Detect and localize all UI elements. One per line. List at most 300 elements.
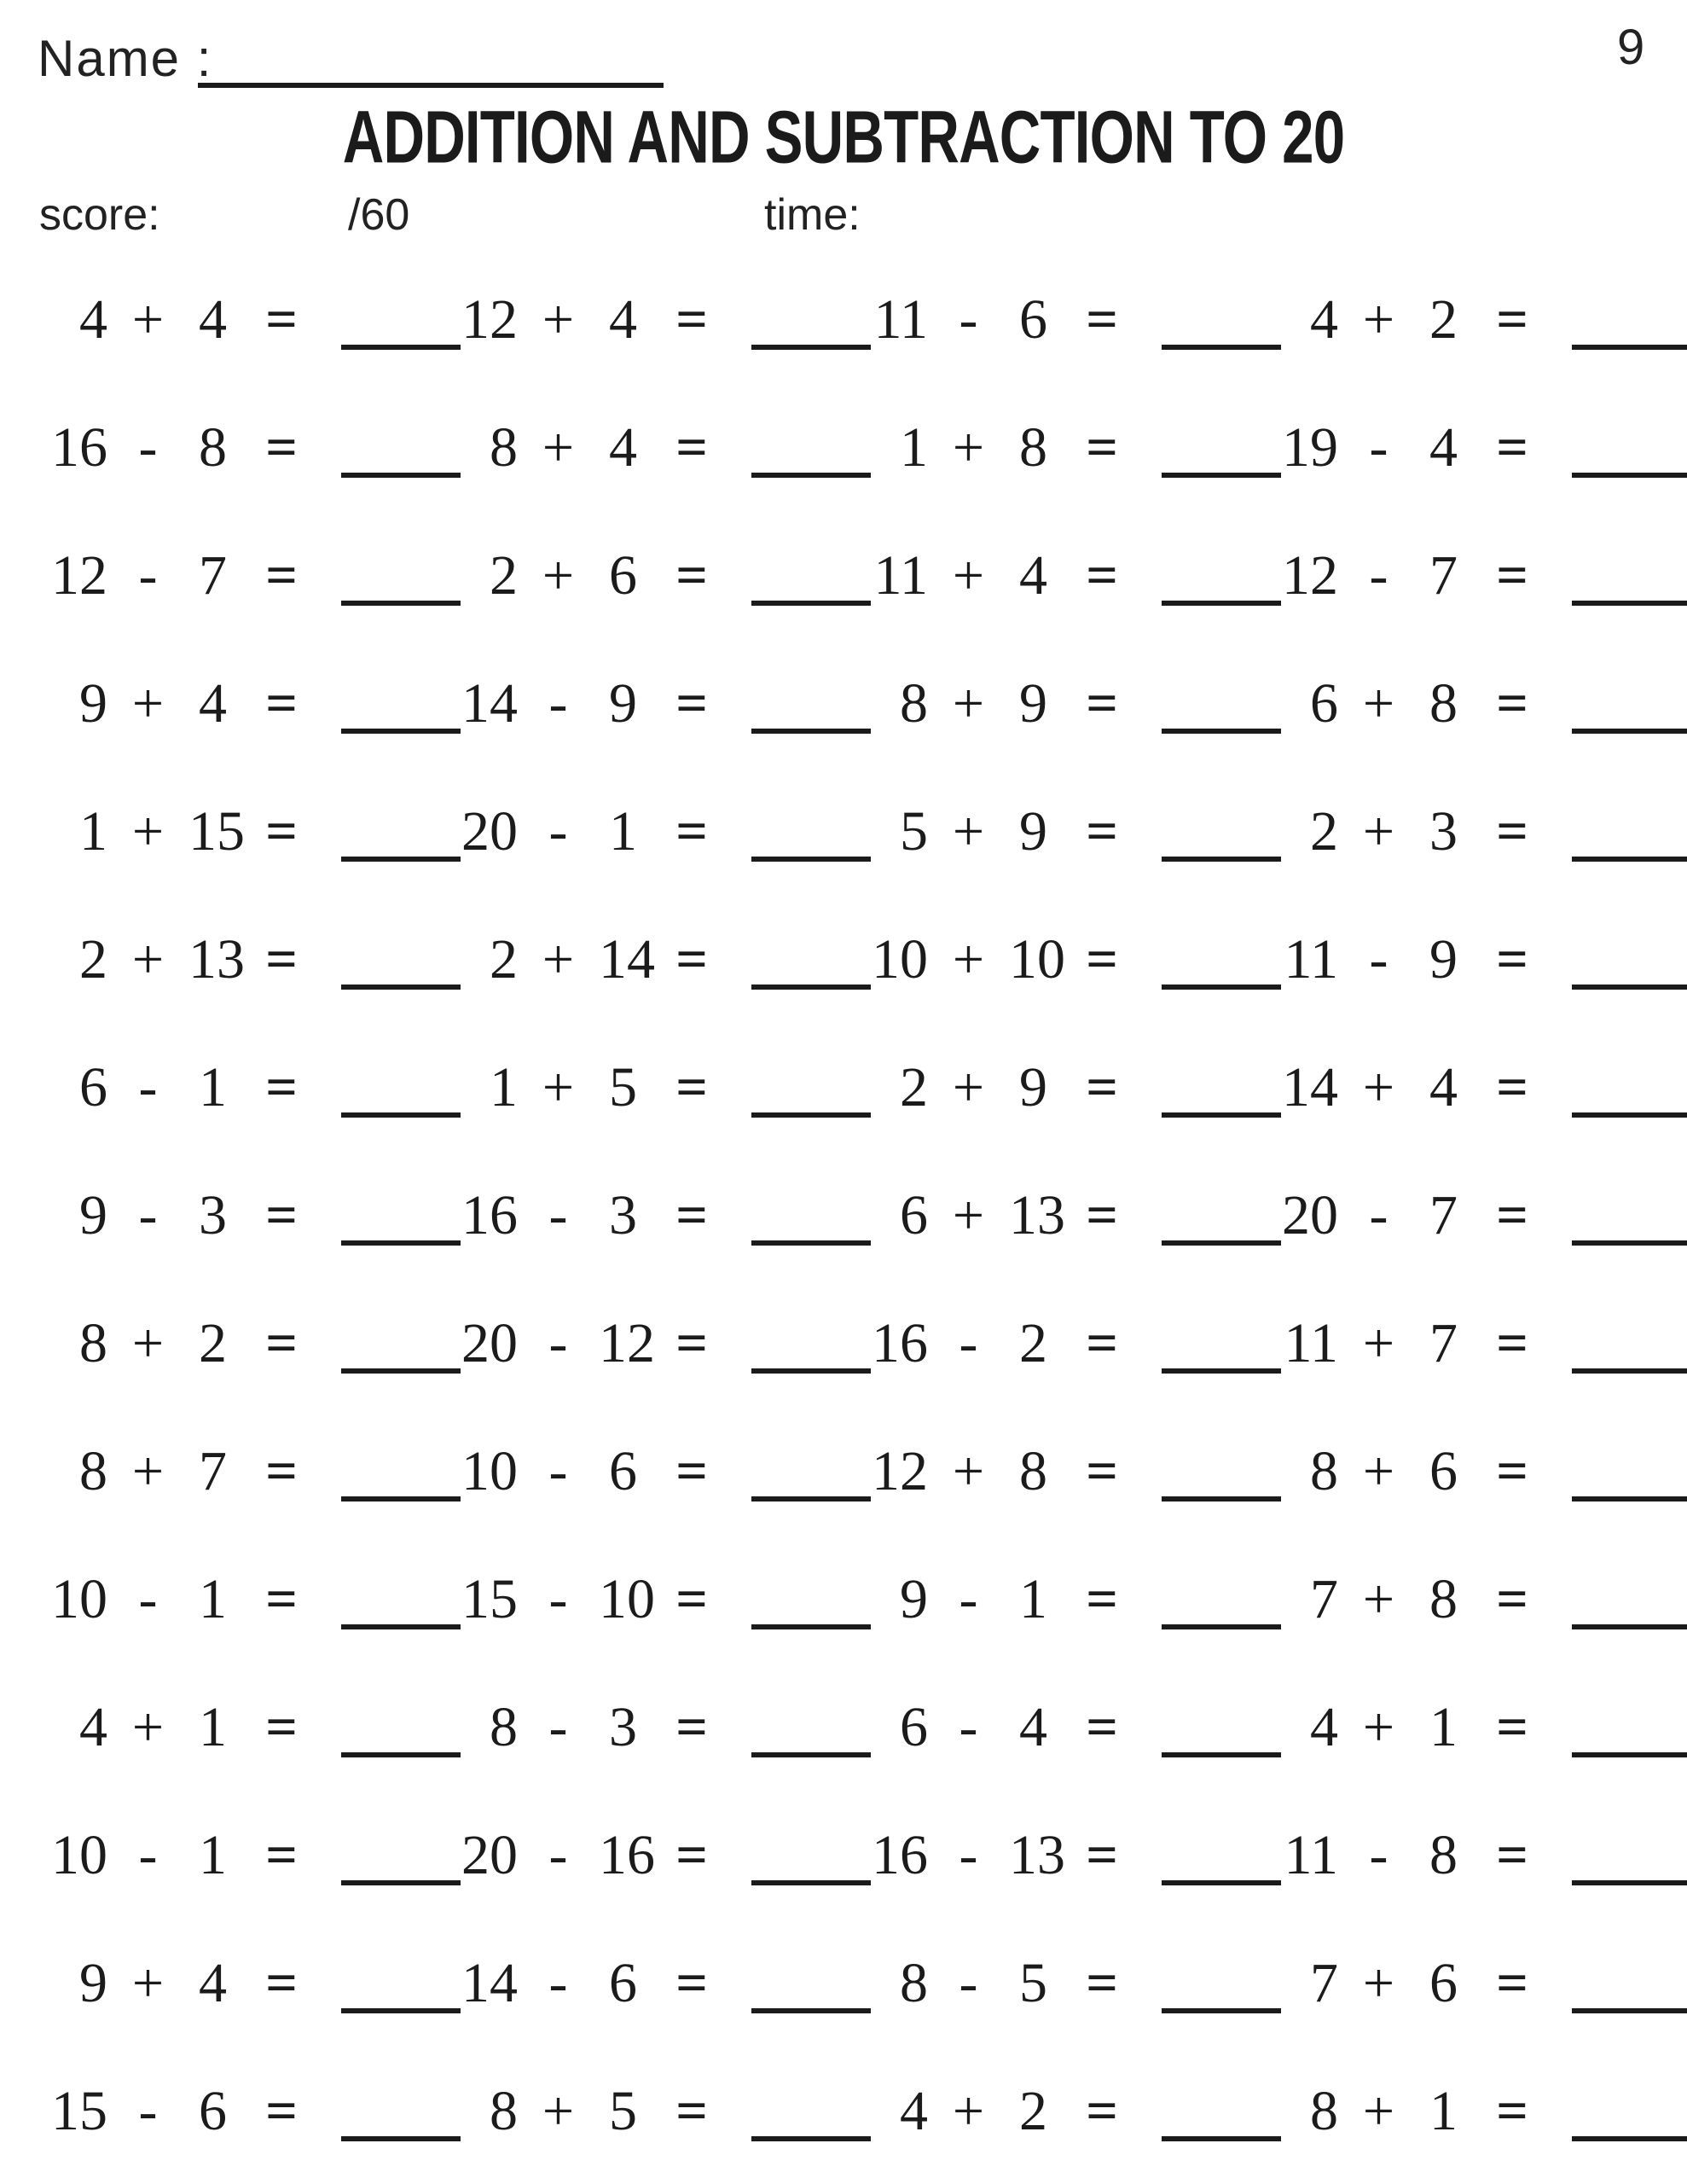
operator: + (952, 416, 985, 479)
operand-a: 10 (872, 928, 928, 990)
answer-blank[interactable] (1572, 2136, 1687, 2141)
operator: - (1369, 928, 1388, 990)
operator: + (1362, 1696, 1395, 1758)
operand-b: 8 (199, 416, 227, 479)
operand-b: 1 (199, 1824, 227, 1886)
equals-sign: = (265, 800, 298, 863)
operand-b: 9 (1019, 672, 1047, 735)
problem-cell (851, 640, 1261, 768)
operand-b: 6 (609, 544, 637, 607)
operator: - (138, 416, 158, 479)
operator: + (1362, 672, 1395, 735)
operand-a: 11 (1284, 1312, 1338, 1374)
operand-b: 2 (1019, 2080, 1047, 2142)
operator: + (131, 1440, 165, 1502)
equals-sign: = (1086, 2080, 1118, 2142)
equals-sign: = (265, 928, 298, 990)
problem-cell (31, 640, 441, 768)
problem-cell (441, 896, 851, 1024)
operand-b: 8 (1429, 1568, 1458, 1630)
operand-a: 2 (1310, 800, 1338, 863)
problem-cell (851, 1920, 1261, 2048)
operand-a: 9 (79, 1952, 107, 2014)
answer-blank[interactable] (1572, 985, 1687, 990)
operator: + (131, 800, 165, 863)
operand-a: 16 (461, 1184, 518, 1246)
problem-cell (31, 1152, 441, 1280)
operand-b: 1 (1429, 1696, 1458, 1758)
problem-cell (851, 1408, 1261, 1536)
equals-sign: = (675, 1952, 708, 2014)
operator: + (1362, 1952, 1395, 2014)
problem-cell (851, 256, 1261, 384)
operand-a: 1 (900, 416, 928, 479)
answer-blank[interactable] (1572, 1368, 1687, 1374)
equals-sign: = (265, 1696, 298, 1758)
operand-b: 9 (1019, 1056, 1047, 1118)
operator: + (952, 1440, 985, 1502)
equals-sign: = (265, 1184, 298, 1246)
operator: + (952, 928, 985, 990)
operator: + (952, 544, 985, 607)
operator: - (1369, 1184, 1388, 1246)
operand-b: 8 (1429, 672, 1458, 735)
operand-b: 1 (199, 1568, 227, 1630)
operand-b: 3 (609, 1184, 637, 1246)
problem-cell (1261, 1664, 1672, 1792)
problem-cell (851, 512, 1261, 640)
operand-a: 9 (900, 1568, 928, 1630)
problem-cell (31, 384, 441, 512)
answer-blank[interactable] (1572, 857, 1687, 862)
operand-b: 5 (1019, 1952, 1047, 2014)
problem-cell (1261, 640, 1672, 768)
operator: + (1362, 800, 1395, 863)
operand-a: 1 (79, 800, 107, 863)
operand-b: 7 (1429, 1184, 1458, 1246)
problem-cell (441, 1920, 851, 2048)
operator: + (131, 1312, 165, 1374)
problem-cell (441, 1280, 851, 1408)
operator: + (542, 2080, 575, 2142)
time-label: time: (764, 190, 861, 240)
operand-b: 4 (199, 672, 227, 735)
operand-a: 6 (79, 1056, 107, 1118)
problem-cell (31, 1280, 441, 1408)
operator: + (952, 2080, 985, 2142)
operand-b: 9 (1429, 928, 1458, 990)
operand-b: 3 (1429, 800, 1458, 863)
operator: - (548, 1312, 568, 1374)
problem-cell (31, 768, 441, 896)
answer-blank[interactable] (1572, 1240, 1687, 1246)
operator: - (138, 1056, 158, 1118)
operator: - (1369, 544, 1388, 607)
problem-cell (441, 384, 851, 512)
equals-sign: = (1496, 1696, 1528, 1758)
operand-a: 16 (51, 416, 107, 479)
problem-cell (31, 256, 441, 384)
problem-cell (441, 1792, 851, 1920)
operator: - (959, 1696, 978, 1758)
equals-sign: = (675, 1184, 708, 1246)
equals-sign: = (265, 1440, 298, 1502)
operator: - (1369, 416, 1388, 479)
operand-a: 6 (900, 1184, 928, 1246)
operand-b: 1 (1019, 1568, 1047, 1630)
equals-sign: = (265, 288, 298, 351)
equals-sign: = (675, 1568, 708, 1630)
operand-b: 3 (609, 1696, 637, 1758)
answer-blank[interactable] (1572, 729, 1687, 734)
equals-sign: = (1496, 544, 1528, 607)
operand-b: 16 (599, 1824, 655, 1886)
operand-a: 10 (51, 1824, 107, 1886)
operand-a: 2 (900, 1056, 928, 1118)
equals-sign: = (265, 672, 298, 735)
problem-cell (441, 768, 851, 896)
problem-cell (441, 1664, 851, 1792)
equals-sign: = (1496, 928, 1528, 990)
equals-sign: = (1086, 800, 1118, 863)
equals-sign: = (1496, 672, 1528, 735)
operand-b: 10 (1009, 928, 1065, 990)
operand-b: 7 (199, 544, 227, 607)
operator: - (138, 1568, 158, 1630)
answer-blank[interactable] (1572, 1624, 1687, 1629)
operand-a: 12 (461, 288, 518, 351)
problem-cell (1261, 256, 1672, 384)
operator: + (131, 288, 165, 351)
answer-blank[interactable] (1572, 601, 1687, 606)
problem-cell (441, 640, 851, 768)
operand-b: 4 (1429, 1056, 1458, 1118)
equals-sign: = (675, 544, 708, 607)
operand-a: 14 (461, 1952, 518, 2014)
operand-a: 20 (461, 1312, 518, 1374)
operand-b: 8 (1429, 1824, 1458, 1886)
equals-sign: = (1086, 544, 1118, 607)
operator: + (952, 672, 985, 735)
operand-b: 9 (609, 672, 637, 735)
operator: - (548, 672, 568, 735)
operator: + (952, 800, 985, 863)
operand-a: 9 (79, 1184, 107, 1246)
problem-cell (441, 512, 851, 640)
problem-cell (31, 512, 441, 640)
equals-sign: = (1496, 288, 1528, 351)
equals-sign: = (265, 416, 298, 479)
equals-sign: = (675, 1056, 708, 1118)
problem-cell (851, 2048, 1261, 2175)
answer-blank[interactable] (1572, 1112, 1687, 1118)
operand-b: 5 (609, 2080, 637, 2142)
operand-a: 8 (1310, 1440, 1338, 1502)
equals-sign: = (1496, 1056, 1528, 1118)
operator: - (959, 1568, 978, 1630)
answer-blank[interactable] (1572, 1880, 1687, 1885)
operand-a: 14 (461, 672, 518, 735)
operand-b: 9 (1019, 800, 1047, 863)
operand-a: 15 (461, 1568, 518, 1630)
operator: - (959, 1824, 978, 1886)
equals-sign: = (675, 800, 708, 863)
equals-sign: = (1086, 1824, 1118, 1886)
problem-cell (31, 1536, 441, 1664)
operator: - (548, 1952, 568, 2014)
problem-cell (851, 1280, 1261, 1408)
equals-sign: = (1496, 1440, 1528, 1502)
operand-a: 20 (461, 1824, 518, 1886)
operand-a: 8 (490, 416, 518, 479)
equals-sign: = (1086, 1440, 1118, 1502)
operand-a: 2 (490, 928, 518, 990)
operator: - (548, 1184, 568, 1246)
operand-b: 13 (1009, 1824, 1065, 1886)
equals-sign: = (675, 2080, 708, 2142)
problem-cell (31, 1920, 441, 2048)
operator: - (959, 1312, 978, 1374)
score-total: /60 (348, 190, 410, 240)
operand-a: 20 (1282, 1184, 1338, 1246)
operand-b: 4 (1019, 544, 1047, 607)
operand-a: 2 (490, 544, 518, 607)
equals-sign: = (1496, 1952, 1528, 2014)
operand-a: 10 (51, 1568, 107, 1630)
operator: + (542, 1056, 575, 1118)
operand-a: 11 (873, 544, 928, 607)
operand-a: 1 (490, 1056, 518, 1118)
operator: - (548, 1568, 568, 1630)
operand-b: 6 (609, 1440, 637, 1502)
operand-a: 4 (79, 1696, 107, 1758)
equals-sign: = (1086, 1696, 1118, 1758)
operator: + (952, 1056, 985, 1118)
answer-blank[interactable] (1572, 473, 1687, 478)
operand-b: 6 (1019, 288, 1047, 351)
equals-sign: = (265, 2080, 298, 2142)
equals-sign: = (1496, 2080, 1528, 2142)
equals-sign: = (1496, 1568, 1528, 1630)
operator: + (1362, 1056, 1395, 1118)
equals-sign: = (675, 416, 708, 479)
operator: + (1362, 2080, 1395, 2142)
operator: - (959, 288, 978, 351)
operand-b: 13 (1009, 1184, 1065, 1246)
operand-a: 8 (490, 2080, 518, 2142)
operand-b: 7 (1429, 544, 1458, 607)
operand-a: 5 (900, 800, 928, 863)
equals-sign: = (265, 1824, 298, 1886)
worksheet-title: ADDITION AND SUBTRACTION TO 20 (342, 96, 1345, 179)
operand-b: 3 (199, 1184, 227, 1246)
equals-sign: = (675, 928, 708, 990)
operand-a: 2 (79, 928, 107, 990)
operator: - (1369, 1824, 1388, 1886)
operand-b: 4 (199, 1952, 227, 2014)
operator: - (548, 1440, 568, 1502)
operand-a: 11 (873, 288, 928, 351)
operand-a: 8 (79, 1440, 107, 1502)
name-input-line[interactable] (198, 83, 664, 88)
equals-sign: = (265, 1056, 298, 1118)
operand-b: 4 (1429, 416, 1458, 479)
problem-cell (31, 1664, 441, 1792)
problem-cell (1261, 1280, 1672, 1408)
problem-cell (31, 1792, 441, 1920)
operand-a: 8 (1310, 2080, 1338, 2142)
operator: + (542, 928, 575, 990)
answer-blank[interactable] (1572, 1496, 1687, 1502)
operand-a: 14 (1282, 1056, 1338, 1118)
operand-a: 12 (1282, 544, 1338, 607)
operand-a: 8 (79, 1312, 107, 1374)
operator: - (548, 800, 568, 863)
problem-cell (851, 896, 1261, 1024)
operand-a: 8 (900, 1952, 928, 2014)
operand-a: 8 (490, 1696, 518, 1758)
operator: - (138, 2080, 158, 2142)
operator: + (1362, 1568, 1395, 1630)
operand-a: 20 (461, 800, 518, 863)
operand-a: 7 (1310, 1952, 1338, 2014)
equals-sign: = (675, 672, 708, 735)
problems-grid (31, 256, 1672, 2175)
operator: - (138, 1824, 158, 1886)
problem-cell (441, 1408, 851, 1536)
operand-a: 4 (900, 2080, 928, 2142)
equals-sign: = (675, 1312, 708, 1374)
equals-sign: = (265, 1568, 298, 1630)
problem-cell (1261, 896, 1672, 1024)
operand-a: 12 (872, 1440, 928, 1502)
operand-a: 6 (900, 1696, 928, 1758)
equals-sign: = (675, 288, 708, 351)
equals-sign: = (1496, 1184, 1528, 1246)
operand-b: 10 (599, 1568, 655, 1630)
problem-cell (441, 1024, 851, 1152)
equals-sign: = (1496, 1312, 1528, 1374)
problem-cell (851, 768, 1261, 896)
operator: - (548, 1824, 568, 1886)
page-number: 9 (1617, 20, 1645, 75)
problem-cell (1261, 1920, 1672, 2048)
operand-b: 15 (188, 800, 245, 863)
equals-sign: = (265, 544, 298, 607)
operator: - (959, 1952, 978, 2014)
answer-blank[interactable] (1572, 2008, 1687, 2013)
problem-cell (441, 2048, 851, 2175)
operand-b: 1 (199, 1696, 227, 1758)
operator: + (1362, 288, 1395, 351)
problem-cell (851, 1152, 1261, 1280)
operand-a: 10 (461, 1440, 518, 1502)
problem-cell (31, 1024, 441, 1152)
problem-cell (1261, 1536, 1672, 1664)
operand-b: 5 (609, 1056, 637, 1118)
operand-a: 4 (79, 288, 107, 351)
operator: + (131, 1696, 165, 1758)
operand-b: 1 (199, 1056, 227, 1118)
operand-b: 13 (188, 928, 245, 990)
operand-b: 8 (1019, 416, 1047, 479)
operand-b: 2 (199, 1312, 227, 1374)
operator: - (138, 1184, 158, 1246)
problem-cell (851, 1792, 1261, 1920)
problem-cell (1261, 1792, 1672, 1920)
operand-a: 12 (51, 544, 107, 607)
problem-cell (1261, 2048, 1672, 2175)
equals-sign: = (265, 1312, 298, 1374)
equals-sign: = (1086, 1056, 1118, 1118)
problem-cell (31, 1408, 441, 1536)
score-label: score: (39, 190, 160, 240)
problem-cell (441, 1536, 851, 1664)
operand-b: 6 (199, 2080, 227, 2142)
problem-cell (851, 1024, 1261, 1152)
problem-cell (1261, 1152, 1672, 1280)
operand-a: 8 (900, 672, 928, 735)
operator: + (131, 1952, 165, 2014)
operand-a: 7 (1310, 1568, 1338, 1630)
operand-a: 9 (79, 672, 107, 735)
operator: + (131, 672, 165, 735)
operator: - (548, 1696, 568, 1758)
equals-sign: = (675, 1696, 708, 1758)
operator: + (952, 1184, 985, 1246)
operand-b: 2 (1429, 288, 1458, 351)
operator: - (138, 544, 158, 607)
operand-a: 16 (872, 1312, 928, 1374)
equals-sign: = (1086, 928, 1118, 990)
operand-b: 4 (199, 288, 227, 351)
operator: + (1362, 1440, 1395, 1502)
equals-sign: = (1086, 1952, 1118, 2014)
operand-b: 4 (609, 416, 637, 479)
equals-sign: = (1496, 800, 1528, 863)
operand-b: 1 (609, 800, 637, 863)
answer-blank[interactable] (1572, 345, 1687, 350)
operand-a: 15 (51, 2080, 107, 2142)
operand-b: 8 (1019, 1440, 1047, 1502)
name-label: Name : (38, 30, 213, 87)
operand-a: 6 (1310, 672, 1338, 735)
equals-sign: = (1086, 672, 1118, 735)
operand-b: 6 (609, 1952, 637, 2014)
equals-sign: = (265, 1952, 298, 2014)
operand-b: 14 (599, 928, 655, 990)
problem-cell (851, 1536, 1261, 1664)
equals-sign: = (1496, 1824, 1528, 1886)
operand-a: 4 (1310, 288, 1338, 351)
equals-sign: = (1496, 416, 1528, 479)
problem-cell (1261, 384, 1672, 512)
answer-blank[interactable] (1572, 1752, 1687, 1757)
problem-cell (1261, 768, 1672, 896)
equals-sign: = (675, 1440, 708, 1502)
problem-cell (31, 2048, 441, 2175)
operand-b: 6 (1429, 1440, 1458, 1502)
problem-cell (851, 384, 1261, 512)
equals-sign: = (1086, 1184, 1118, 1246)
operand-b: 4 (609, 288, 637, 351)
operand-b: 1 (1429, 2080, 1458, 2142)
problem-cell (31, 896, 441, 1024)
operand-b: 2 (1019, 1312, 1047, 1374)
operand-b: 7 (199, 1440, 227, 1502)
operator: + (542, 544, 575, 607)
equals-sign: = (675, 1824, 708, 1886)
